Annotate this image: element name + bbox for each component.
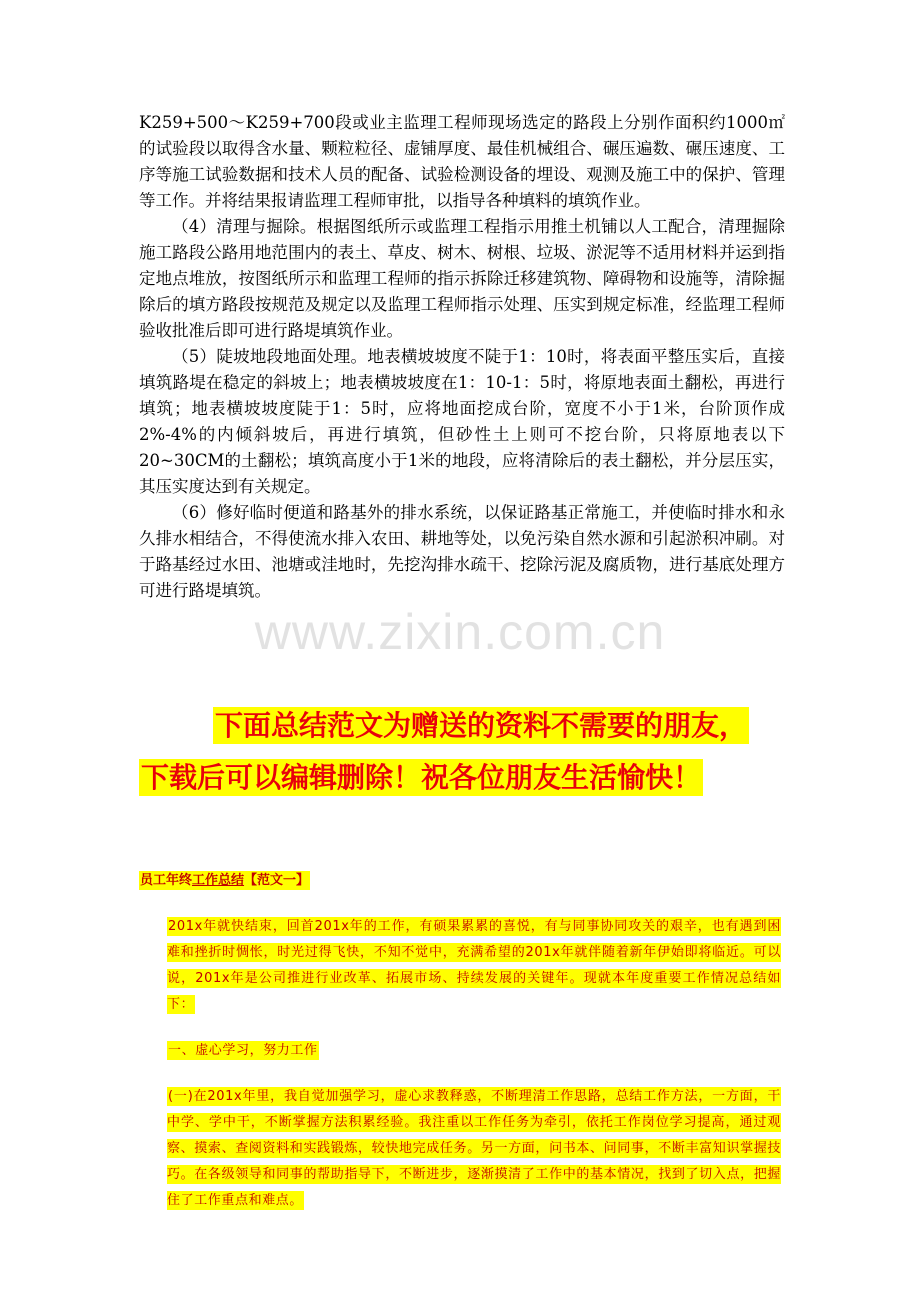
promo-line-2: 下载后可以编辑删除！祝各位朋友生活愉快！ xyxy=(141,761,702,794)
construction-spec-text xyxy=(139,110,785,604)
sample-title xyxy=(139,868,781,894)
sample-title-link[interactable]: 工作总结 xyxy=(192,873,245,888)
paragraph-clearing: （4）清理与掘除。根据图纸所示或监理工程指示用推土机铺以人工配合，清理掘除施工路段公路用地范围内的表土、草皮、树木、树根、垃圾、淤泥等不适用材料并运到指定地点堆放，按图纸所示和监理工程师的指示拆除迁移建筑物、障碍物和设施等，清除掘除后的填方路段按规范及规定以及监理工程师指示处理、压实到规定标准，经监理工程师验收批准后即可进行路堤填筑作业。 xyxy=(139,217,785,340)
sample-summary xyxy=(139,868,781,1234)
promo-line-1: 下面总结范文为赠送的资料不需要的朋友， xyxy=(215,709,748,742)
sample-paragraph-1: (一)在201x年里，我自觉加强学习，虚心求教释惑，不断理清工作思路，总结工作方法，一方面，干中学、学中干，不断掌握方法积累经验。我注重以工作任务为牵引，依托工作岗位学习提高，通过观察、摸索、查阅资料和实践锻炼，较快地完成任务。另一方面，问书本、问同事，不断丰富知识掌握技巧。在各级领导和同事的帮助指导下，不断进步，逐渐摸清了工作中的基本情况，找到了切入点，把握住了工作重点和难点。 xyxy=(167,1089,781,1208)
paragraph-steep-slope: （5）陡坡地段地面处理。地表横坡坡度不陡于1：10时，将表面平整压实后，直接填筑路堤在稳定的斜坡上；地表横坡坡度在1：10-1：5时，将原地表面土翻松，再进行填筑；地表横坡坡度陡于1：5时，应将地面挖成台阶，宽度不小于1米，台阶顶作成2%-4%的内倾斜坡后，再进行填筑，但砂性土上则可不挖台阶，只将原地表以下20~30CM的土翻松；填筑高度小于1米的地段，应将清除后的表土翻松，并分层压实，其压实度达到有关规定。 xyxy=(139,347,785,496)
sample-heading-1: 一、虚心学习，努力工作 xyxy=(168,1043,318,1058)
sample-title-suffix: 【范文一】 xyxy=(244,873,310,888)
sample-title-prefix: 员工年终 xyxy=(140,873,193,888)
paragraph-drainage: （6）修好临时便道和路基外的排水系统，以保证路基正常施工，并使临时排水和永久排水相结合，不得使流水排入农田、耕地等处，以免污染自然水源和引起淤积冲刷。对于路基经过水田、池塘或洼地时，先挖沟排水疏干、挖除污泥及腐质物，进行基底处理方可进行路堤填筑。 xyxy=(139,503,785,600)
sample-intro: 201x年就快结束，回首201x年的工作，有硕果累累的喜悦，有与同事协同攻关的艰辛，也有遇到困难和挫折时惆怅，时光过得飞快，不知不觉中，充满希望的201x年就伴随着新年伊始即将临近。可以说，201x年是公司推进行业改革、拓展市场、持续发展的关键年。现就本年度重要工作情况总结如下： xyxy=(167,919,781,1012)
promo-notice xyxy=(139,700,789,804)
paragraph-trial-section: K259+500～K259+700段或业主监理工程师现场选定的路段上分别作面积约1000㎡的试验段以取得含水量、颗粒粒径、虚铺厚度、最佳机械组合、碾压遍数、碾压速度、工序等施工试验数据和技术人员的配备、试验检测设备的埋设、观测及施工中的保护、管理等工作。并将结果报请监理工程师审批，以指导各种填料的填筑作业。 xyxy=(139,113,785,210)
watermark: www.zixin.com.cn xyxy=(254,604,666,660)
